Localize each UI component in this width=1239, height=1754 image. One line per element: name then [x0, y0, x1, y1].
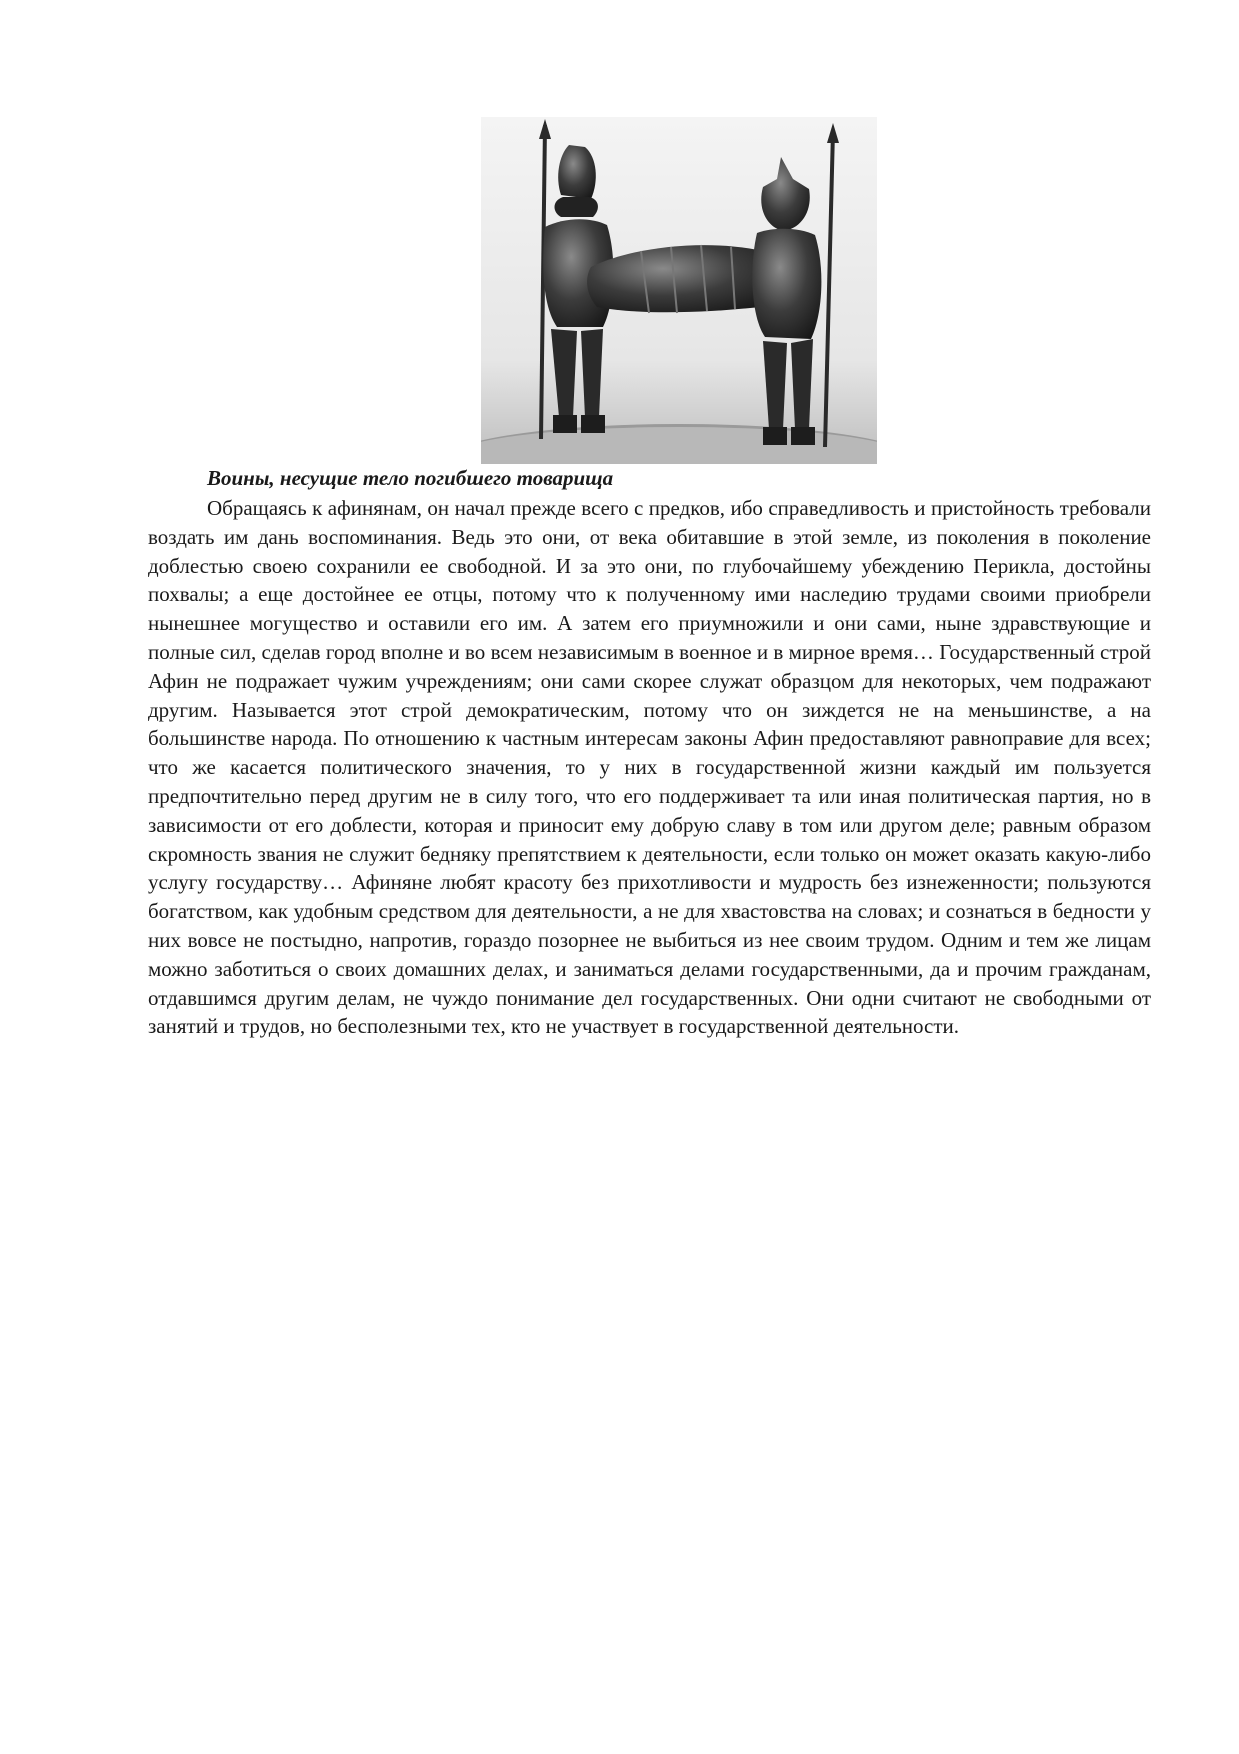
warriors-sculpture-photo	[481, 117, 877, 464]
body-paragraph: Обращаясь к афинянам, он начал прежде всего с предков, ибо справедливость и пристойность требовали воздать им дань воспоминания. Ведь это они, от века обитавшие в этой земле, из поколения в поколение доблестью своею сохранили ее свободной. И за это они, по глубочайшему убеждению Перикла, достойны похвалы; а еще достойнее ее отцы, потому что к полученному ими наследию трудами своими приобрели нынешнее могущество и оставили его им. А затем его приумножили и они сами, ныне здравствующие и полные сил, сделав город вполне и во всем независимым в военное и в мирное время… Государственный строй Афин не подражает чужим учреждениям; они сами скорее служат образцом для некоторых, чем подражают другим. Называется этот строй демократическим, потому что он зиждется не на меньшинстве, а на большинстве народа. По отношению к частным интересам законы Афин предоставляют равноправие для всех; что же касается политического значения, то у них в государственной жизни каждый им пользуется предпочтительно перед другим не в силу того, что его поддерживает та или иная политическая партия, но в зависимости от его доблести, которая и приносит ему добрую славу в том или другом деле; равным образом скромность звания не служит бедняку препятствием к деятельности, если только он может оказать какую-либо услугу государству… Афиняне любят красоту без прихотливости и мудрость без изнеженности; пользуются богатством, как удобным средством для деятельности, а не для хвастовства на словах; и сознаться в бедности у них вовсе не постыдно, напротив, гораздо позорнее не выбиться из нее своим трудом. Одним и тем же лицам можно заботиться о своих домашних делах, и заниматься делами государственными, да и прочим гражданам, отдавшимся другим делам, не чуждо понимание дел государственных. Они одни считают не свободными от занятий и трудов, но бесполезными тех, кто не участвует в государственной деятельности.	[148, 496, 1151, 1039]
figure-caption: Воины, несущие тело погибшего товарища	[207, 466, 614, 490]
